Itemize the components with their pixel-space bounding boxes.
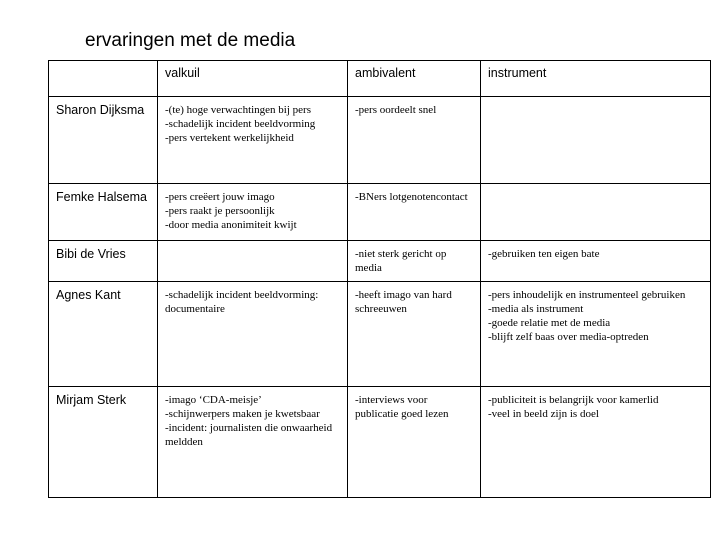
cell-line: -schijnwerpers maken je kwetsbaar bbox=[165, 408, 320, 420]
cell-line: -publiciteit is belangrijk voor kamerlid bbox=[488, 394, 659, 406]
cell-line: -blijft zelf baas over media-optreden bbox=[488, 331, 649, 343]
header-instrument: instrument bbox=[481, 61, 711, 97]
header-empty bbox=[49, 61, 158, 97]
person-name: Agnes Kant bbox=[49, 282, 158, 387]
table-row bbox=[49, 97, 711, 184]
person-name: Sharon Dijksma bbox=[49, 97, 158, 184]
cell-line: -pers vertekent werkelijkheid bbox=[165, 132, 294, 144]
cell-line: -schadelijk incident beeldvorming bbox=[165, 118, 316, 130]
cell-line: -pers creëert jouw imago bbox=[165, 191, 275, 203]
table-row bbox=[49, 282, 711, 387]
table-row bbox=[49, 184, 711, 241]
cell-line: -heeft imago van hard schreeuwen bbox=[355, 289, 452, 315]
cell-line: -schadelijk incident beeldvorming: documentaire bbox=[165, 289, 319, 315]
ambivalent-cell bbox=[348, 241, 481, 282]
header-row bbox=[49, 61, 711, 97]
ambivalent-cell bbox=[348, 387, 481, 498]
person-name: Femke Halsema bbox=[49, 184, 158, 241]
instrument-cell bbox=[481, 241, 711, 282]
instrument-cell bbox=[481, 184, 711, 241]
table-row bbox=[49, 241, 711, 282]
cell-line: -incident: journalisten die onwaarheid meldden bbox=[165, 422, 333, 448]
valkuil-cell bbox=[158, 241, 348, 282]
valkuil-cell bbox=[158, 387, 348, 498]
cell-line: -goede relatie met de media bbox=[488, 317, 611, 329]
person-name: Mirjam Sterk bbox=[49, 387, 158, 498]
cell-line: -veel in beeld zijn is doel bbox=[488, 408, 599, 420]
cell-line: -niet sterk gericht op media bbox=[355, 248, 447, 274]
cell-line: -gebruiken ten eigen bate bbox=[488, 248, 600, 260]
cell-line: -interviews voor publicatie goed lezen bbox=[355, 394, 449, 420]
page-title: ervaringen met de media bbox=[85, 30, 296, 51]
valkuil-cell bbox=[158, 282, 348, 387]
instrument-cell bbox=[481, 282, 711, 387]
table-row bbox=[49, 387, 711, 498]
header-valkuil: valkuil bbox=[158, 61, 348, 97]
header-ambivalent: ambivalent bbox=[348, 61, 481, 97]
ambivalent-cell bbox=[348, 184, 481, 241]
instrument-cell bbox=[481, 387, 711, 498]
instrument-cell bbox=[481, 97, 711, 184]
cell-line: -pers oordeelt snel bbox=[355, 104, 437, 116]
cell-line: -media als instrument bbox=[488, 303, 584, 315]
cell-line: -(te) hoge verwachtingen bij pers bbox=[165, 104, 311, 116]
cell-line: -door media anonimiteit kwijt bbox=[165, 219, 297, 231]
valkuil-cell bbox=[158, 184, 348, 241]
cell-line: -pers inhoudelijk en instrumenteel gebruiken bbox=[488, 289, 686, 301]
person-name: Bibi de Vries bbox=[49, 241, 158, 282]
cell-line: -imago ‘CDA-meisje’ bbox=[165, 394, 262, 406]
media-experience-table bbox=[48, 60, 711, 498]
cell-line: -BNers lotgenotencontact bbox=[355, 191, 468, 203]
cell-line: -pers raakt je persoonlijk bbox=[165, 205, 275, 217]
valkuil-cell bbox=[158, 97, 348, 184]
ambivalent-cell bbox=[348, 282, 481, 387]
ambivalent-cell bbox=[348, 97, 481, 184]
